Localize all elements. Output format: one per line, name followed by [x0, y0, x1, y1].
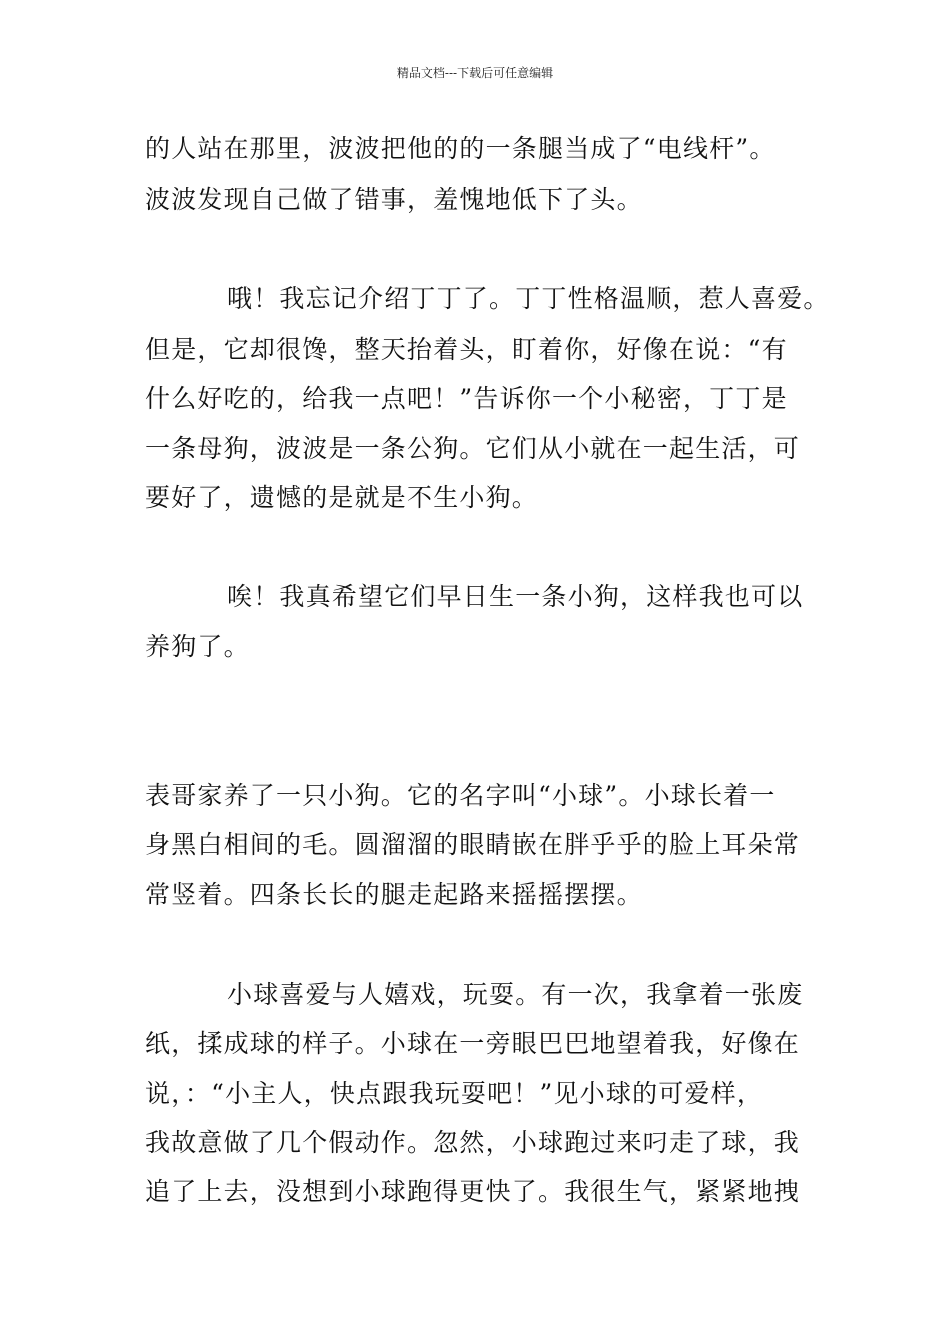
- paragraph-first-line: 哦！我忘记介绍丁丁了。丁丁性格温顺，惹人喜爱。: [227, 284, 830, 313]
- text-line: 纸，揉成球的样子。小球在一旁眼巴巴地望着我，好像在: [145, 1029, 801, 1058]
- page-header: 精品文档---下载后可任意编辑: [396, 66, 554, 80]
- text-line: 说，：“小主人，快点跟我玩耍吧！”见小球的可爱样，: [145, 1079, 764, 1108]
- text-line: 什么好吃的，给我一点吧！”告诉你一个小秘密，丁丁是: [145, 384, 788, 413]
- text-line: 要好了，遗憾的是就是不生小狗。: [145, 483, 539, 512]
- text-line: 的人站在那里，波波把他的的一条腿当成了“电线杆”。: [145, 134, 776, 163]
- text-line: 常竖着。四条长长的腿走起路来摇摇摆摆。: [145, 880, 643, 909]
- text-line: 身黑白相间的毛。圆溜溜的眼睛嵌在胖乎乎的脸上耳朵常: [145, 830, 801, 859]
- text-line: 我故意做了几个假动作。忽然，小球跑过来叼走了球，我: [145, 1128, 801, 1157]
- text-line: 但是，它却很馋，整天抬着头，盯着你，好像在说：“有: [145, 335, 788, 364]
- text-line: 养狗了。: [145, 632, 250, 661]
- text-line: 波波发现自己做了错事，羞愧地低下了头。: [145, 185, 643, 214]
- text-line: 一条母狗，波波是一条公狗。它们从小就在一起生活，可: [145, 434, 801, 463]
- text-line: 表哥家养了一只小狗。它的名字叫“小球”。小球长着一: [145, 781, 776, 810]
- paragraph-first-line: 小球喜爱与人嬉戏，玩耍。有一次，我拿着一张废: [227, 980, 804, 1009]
- text-line: 追了上去，没想到小球跑得更快了。我很生气，紧紧地拽: [145, 1177, 801, 1206]
- paragraph-first-line: 唉！我真希望它们早日生一条小狗，这样我也可以: [227, 582, 804, 611]
